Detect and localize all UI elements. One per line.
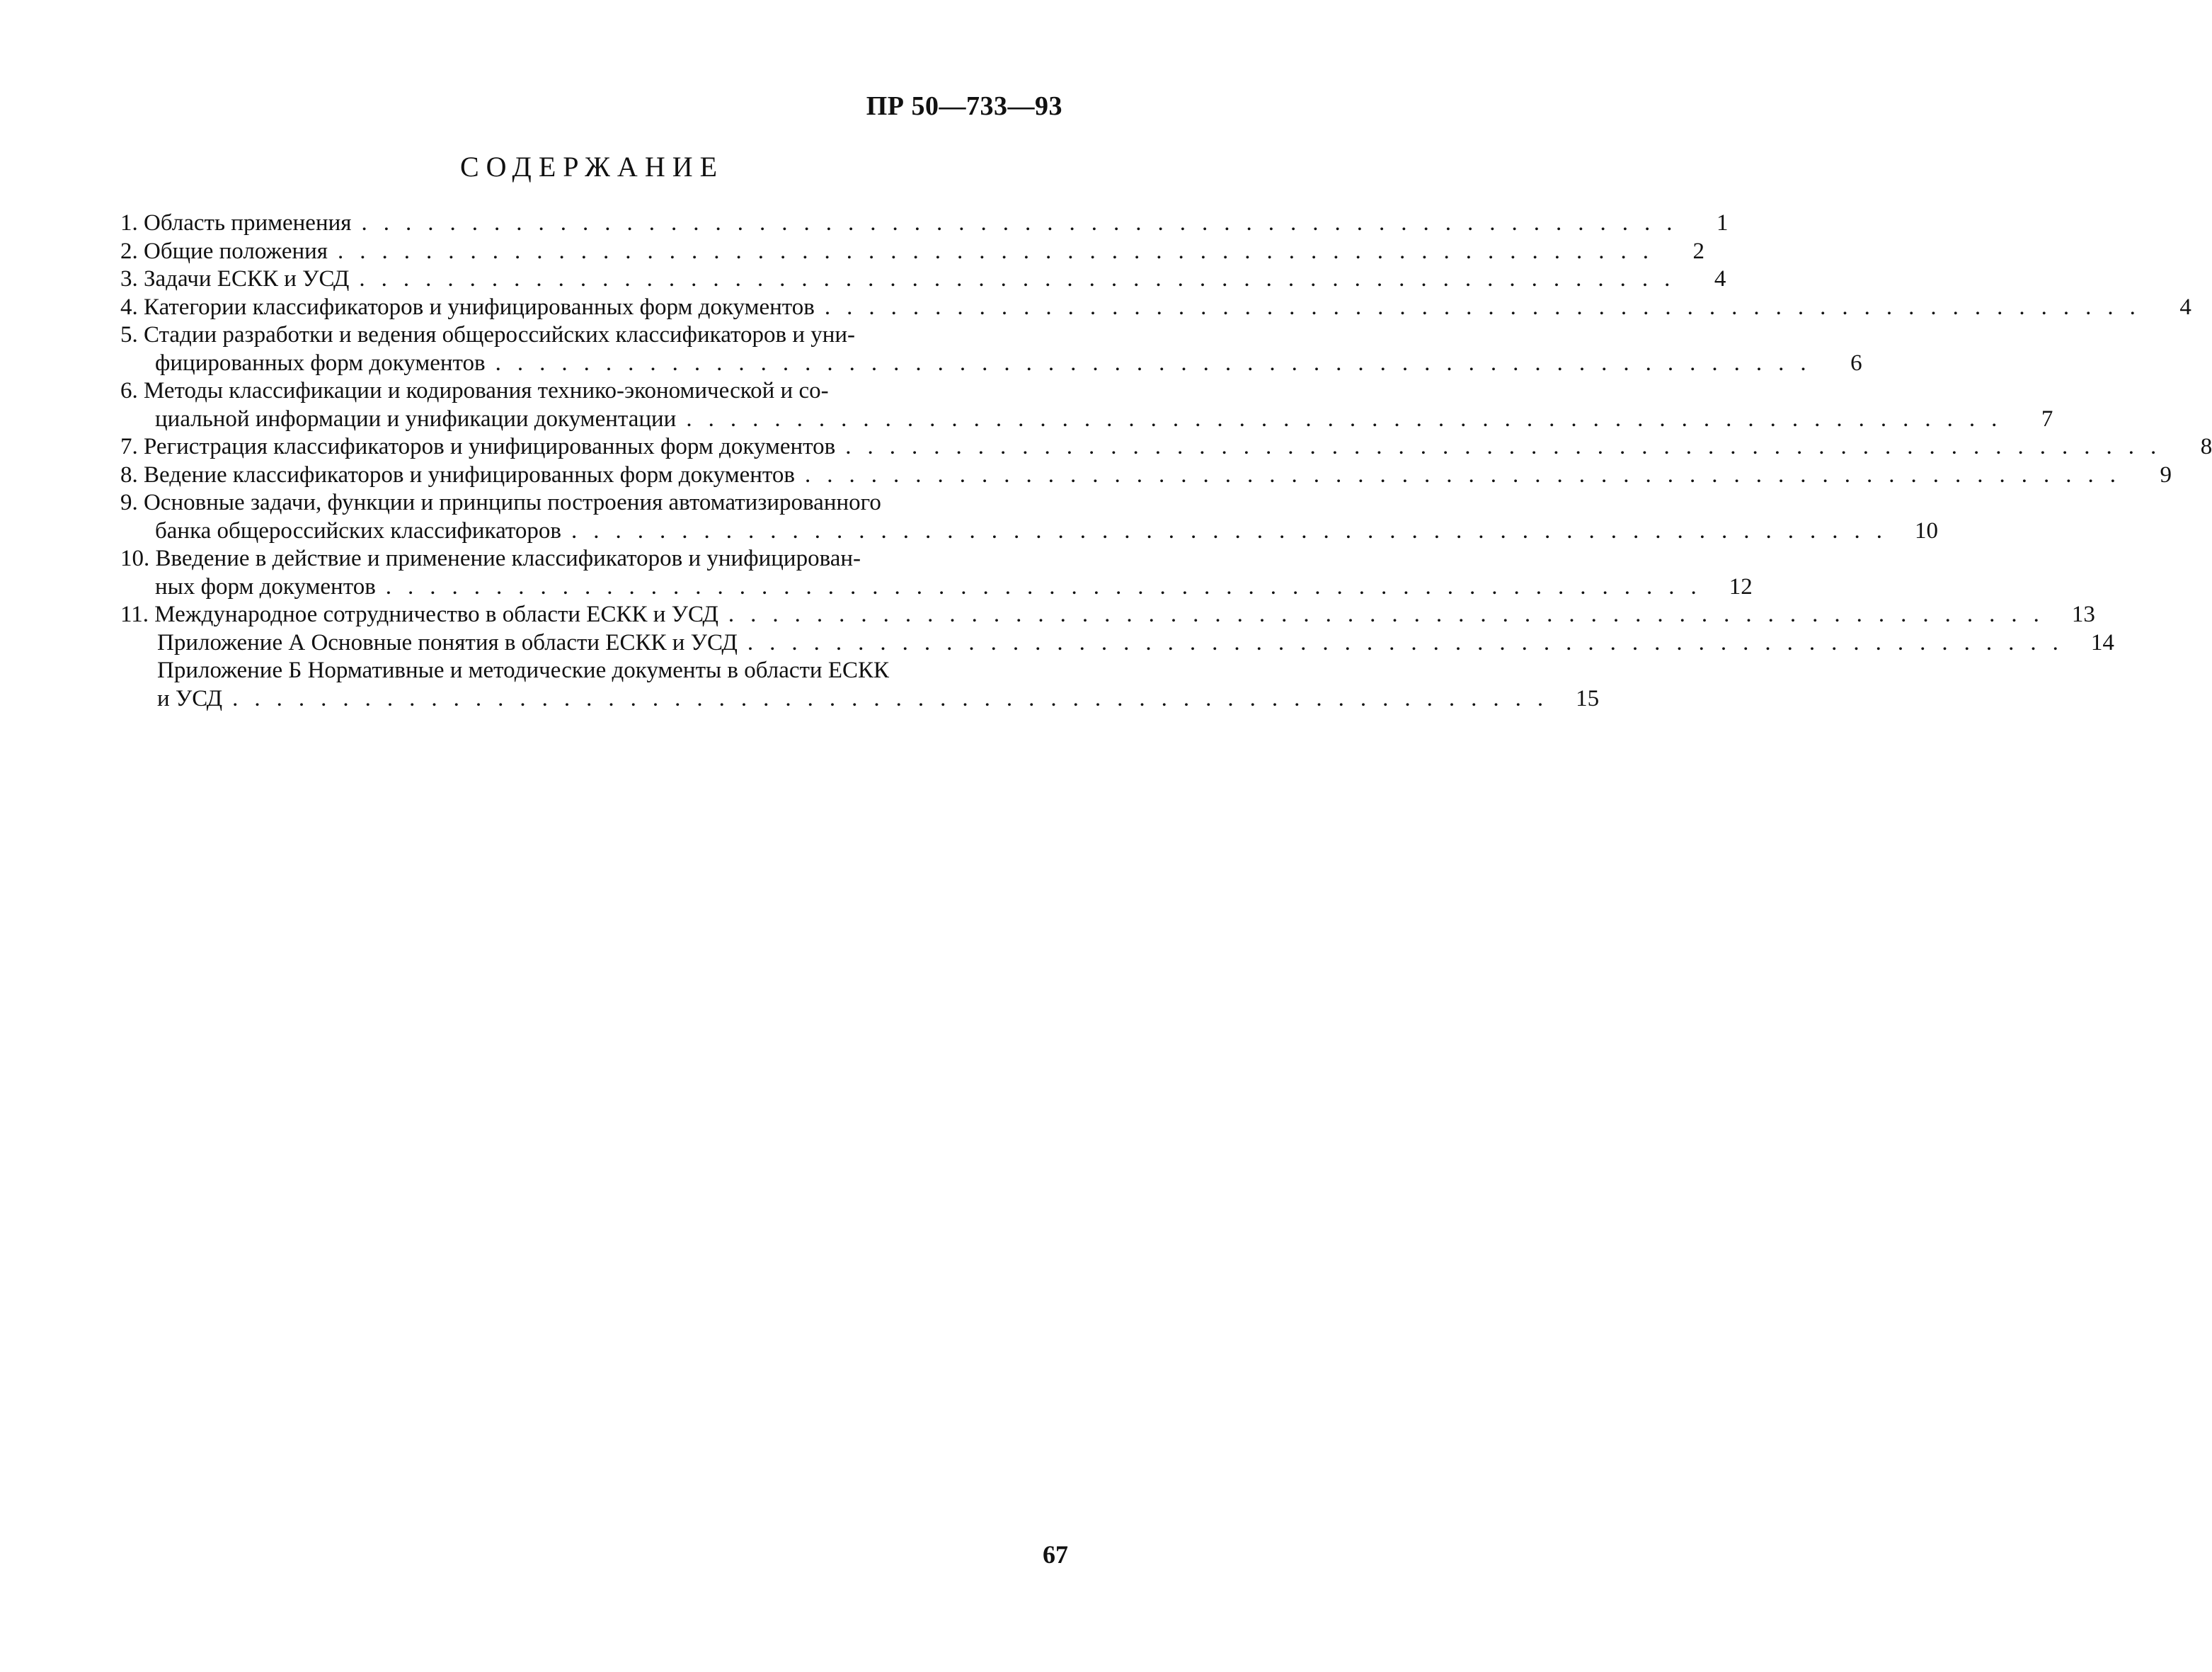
dot-leader: ............................................................ [359, 266, 1687, 292]
toc-entry-page: 8 [2200, 434, 2212, 459]
dot-leader: ............................................................ [728, 602, 2056, 627]
toc-entry-line [120, 657, 1069, 685]
dot-leader: ............................................................ [337, 238, 1665, 264]
document-code: ПР 50—733—93 [866, 91, 1062, 121]
toc-entry-text: ных форм документов [155, 573, 376, 600]
toc-entry-page: 4 [2179, 294, 2191, 320]
toc-entry-line [120, 601, 2095, 629]
dot-leader: ............................................................ [385, 573, 1713, 600]
dot-leader: ............................................................ [747, 629, 2075, 655]
toc-entry-text: 5. Стадии разработки и ведения общероссийских классификаторов и уни- [120, 322, 856, 348]
toc-entry-line [120, 210, 1729, 238]
table-of-contents [120, 210, 2212, 713]
toc-entry-text: 6. Методы классификации и кодирования технико-экономической и со- [120, 378, 829, 403]
dot-leader: ............................................................ [805, 462, 2132, 488]
toc-entry-text: Приложение А Основные понятия в области ЕСКК и УСД [157, 629, 738, 655]
toc-entry-page: 1 [1716, 210, 1729, 236]
dot-leader: ............................................................ [824, 294, 2152, 320]
toc-entry-line [120, 685, 1600, 714]
toc-entry-line [120, 489, 1069, 517]
toc-entry-text: 1. Область применения [120, 210, 352, 236]
toc-entry-text: фицированных форм документов [155, 350, 486, 376]
toc-entry-line [120, 377, 1069, 406]
dot-leader: ............................................................ [361, 210, 1689, 236]
dot-leader: ............................................................ [845, 434, 2173, 459]
toc-entry-line [120, 321, 1069, 350]
toc-entry-line [120, 433, 2212, 462]
toc-entry-page: 13 [2071, 602, 2095, 627]
toc-entry-text: банка общероссийских классификаторов [155, 517, 561, 544]
dot-leader: ............................................................ [686, 406, 2014, 432]
toc-entry-page: 9 [2160, 462, 2172, 488]
dot-leader: ............................................................ [495, 350, 1823, 376]
toc-entry-line [120, 545, 1069, 573]
toc-entry-line [120, 462, 2172, 490]
toc-entry-text: 7. Регистрация классификаторов и унифицированных форм документов [120, 434, 836, 459]
toc-entry-page: 2 [1692, 238, 1704, 264]
toc-entry-page: 10 [1914, 517, 1938, 544]
toc-entry-text: 10. Введение в действие и применение классификаторов и унифицирован- [120, 546, 861, 571]
toc-entry-line [120, 406, 2053, 434]
toc-entry-text: 11. Международное сотрудничество в области ЕСКК и УСД [120, 602, 718, 627]
toc-entry-text: 4. Категории классификаторов и унифицированных форм документов [120, 294, 815, 320]
toc-entry-line [120, 265, 1726, 294]
toc-entry-page: 15 [1576, 685, 1600, 711]
page-number: 67 [1043, 1540, 1068, 1569]
toc-entry-page: 6 [1850, 350, 1862, 376]
toc-entry-line [120, 517, 1938, 546]
toc-title: СОДЕРЖАНИЕ [459, 151, 725, 183]
toc-entry-text: и УСД [157, 685, 223, 711]
toc-entry-text: 8. Ведение классификаторов и унифицированных форм документов [120, 462, 795, 488]
toc-entry-page: 4 [1714, 266, 1726, 292]
toc-entry-page: 12 [1729, 573, 1753, 600]
dot-leader: ............................................................ [232, 685, 1560, 711]
toc-entry-line [120, 294, 2191, 322]
toc-entry-text: циальной информации и унификации документации [155, 406, 677, 432]
toc-entry-line [120, 629, 2114, 658]
dot-leader: ............................................................ [571, 517, 1898, 544]
toc-entry-text: 3. Задачи ЕСКК и УСД [120, 266, 350, 292]
toc-entry-text: 2. Общие положения [120, 238, 328, 264]
toc-entry-line [120, 350, 1862, 378]
toc-entry-page: 14 [2090, 629, 2114, 655]
toc-entry-text: Приложение Б Нормативные и методические документы в области ЕСКК [157, 658, 890, 683]
toc-entry-text: 9. Основные задачи, функции и принципы построения автоматизированного [120, 490, 881, 515]
toc-entry-page: 7 [2041, 406, 2053, 432]
toc-entry-line [120, 573, 1753, 602]
toc-entry-line [120, 238, 1704, 266]
